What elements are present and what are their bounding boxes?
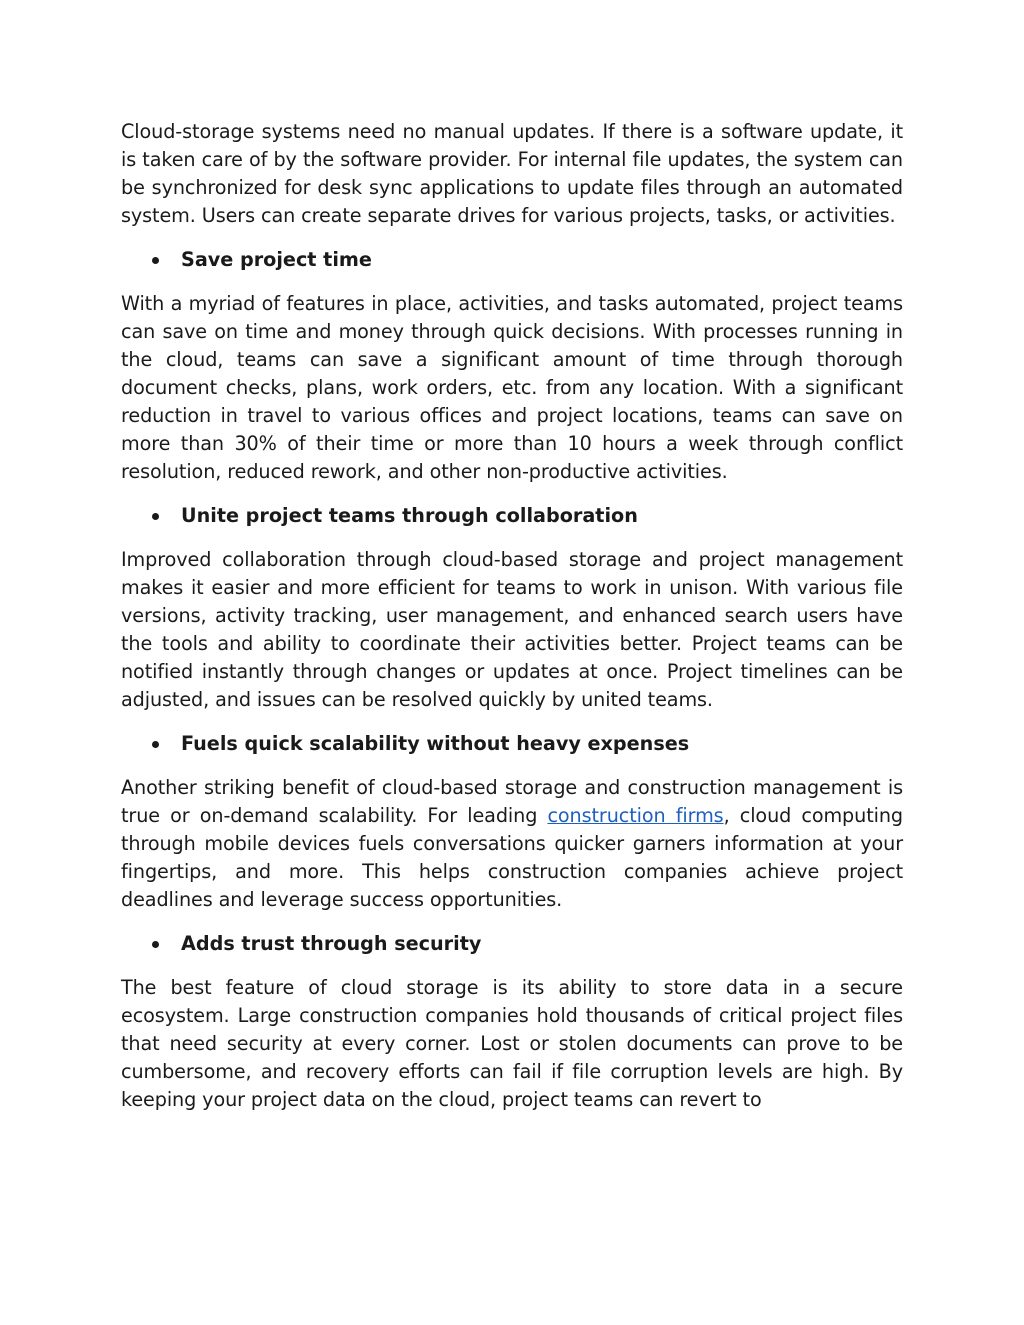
- paragraph-scalability: [121, 774, 903, 914]
- paragraph-unite: Improved collaboration through cloud-based storage and project management makes it easier and more efficient for teams to work in unison. With various file versions, activity tracking, user management, and enhanced search users have the tools and ability to coordinate their activities better. Project teams can be notified instantly through changes or updates at once. Project timelines can be adjusted, and issues can be resolved quickly by united teams.: [121, 548, 903, 711]
- bullet-icon: [152, 257, 159, 264]
- heading-text: Unite project teams through collaboration: [181, 504, 638, 527]
- document-page: [121, 118, 903, 1130]
- heading-scalability: [121, 730, 903, 758]
- paragraph-intro: Cloud-storage systems need no manual updates. If there is a software update, it is taken care of by the software provider. For internal file updates, the system can be synchronized for desk sync applications to update files through an automated system. Users can create separate drives for various projects, tasks, or activities.: [121, 120, 903, 227]
- paragraph-security: The best feature of cloud storage is its ability to store data in a secure ecosystem. Large construction companies hold thousands of critical project files that need security at every corner. Lost or stolen documents can prove to be cumbersome, and recovery efforts can fail if file corruption levels are high. By keeping your project data on the cloud, project teams can revert to: [121, 976, 903, 1111]
- heading-text: Save project time: [181, 248, 372, 271]
- bullet-icon: [152, 941, 159, 948]
- heading-text: Adds trust through security: [181, 932, 482, 955]
- heading-unite-teams: [121, 502, 903, 530]
- construction-firms-link[interactable]: construction firms: [547, 804, 724, 827]
- heading-security: [121, 930, 903, 958]
- heading-save-project-time: [121, 246, 903, 274]
- paragraph-text: , cloud computing through mobile devices fuels conversations quicker garners information at your fingertips, and more. This helps construction companies achieve project deadlines and leverage success opportunities.: [121, 804, 903, 911]
- heading-text: Fuels quick scalability without heavy expenses: [181, 732, 690, 755]
- bullet-icon: [152, 741, 159, 748]
- paragraph-save-time: With a myriad of features in place, activities, and tasks automated, project teams can save on time and money through quick decisions. With processes running in the cloud, teams can save a significant amount of time through thorough document checks, plans, work orders, etc. from any location. With a significant reduction in travel to various offices and project locations, teams can save on more than 30% of their time or more than 10 hours a week through conflict resolution, reduced rework, and other non-productive activities.: [121, 292, 903, 483]
- bullet-icon: [152, 513, 159, 520]
- paragraph-text: Another striking benefit of cloud-based storage and construction management is true or on-demand scalability. For leading: [121, 776, 903, 827]
